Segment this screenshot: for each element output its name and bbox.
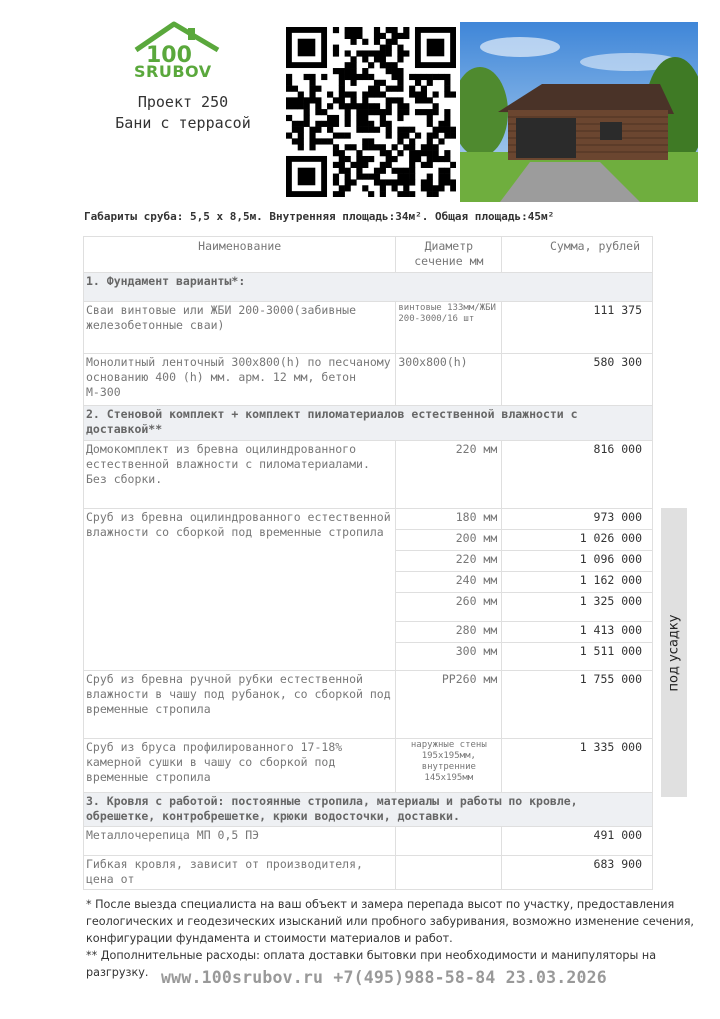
row-piles-sum: 111 375 — [502, 302, 653, 354]
table-row — [84, 302, 653, 354]
footnote-1: * После выезда специалиста на ваш объект и замера перепада высот по участку, предоставления геологических и геодезических изысканий или пробного забуривания, возможно изменение сечения, конфигурации фундамента и стоимости материалов и работ. — [86, 898, 694, 945]
table-row — [84, 354, 653, 406]
qr-code[interactable] — [286, 27, 456, 197]
log-variant-diameter: 200 мм — [396, 530, 502, 551]
section-row-walls — [84, 406, 653, 441]
project-title — [88, 92, 278, 134]
row-metal-diameter — [396, 827, 502, 856]
section-title-foundation: 1. Фундамент варианты*: — [84, 273, 653, 302]
row-beam-diameter: наружные стены 195x195мм, внутренние 145x195мм — [396, 739, 502, 793]
log-variant-sum: 1 413 000 — [502, 622, 653, 643]
row-piles-diameter: винтовые 133мм/ЖБИ 200-3000/16 шт — [396, 302, 502, 354]
table-row — [84, 827, 653, 856]
project-title-line1: Проект 250 — [137, 93, 229, 111]
section-row-roof — [84, 793, 653, 827]
col-header-diameter: Диаметр сечение мм — [396, 237, 502, 273]
footnote-2: ** Дополнительные расходы: оплата доставки бытовки при необходимости и манипуляторы на разгрузку. — [86, 949, 657, 979]
log-variant-sum: 1 162 000 — [502, 572, 653, 593]
table-row — [84, 509, 653, 530]
row-strip-sum: 580 300 — [502, 354, 653, 406]
row-kit-sum: 816 000 — [502, 441, 653, 509]
table-row — [84, 671, 653, 739]
row-metal-sum: 491 000 — [502, 827, 653, 856]
house-logo-icon — [128, 20, 224, 80]
project-title-line2: Бани с террасой — [115, 114, 251, 132]
side-tab-label: под усадку — [666, 614, 682, 691]
footer-contacts[interactable]: www.100srubov.ru +7(495)988-58-84 23.03.2026 — [161, 968, 607, 987]
row-hand-name: Сруб из бревна ручной рубки естественной влажности в чашу под рубанок, со сборкой под временные стропила — [84, 671, 396, 739]
row-strip-diameter: 300x800(h) — [396, 354, 502, 406]
row-hand-sum: 1 755 000 — [502, 671, 653, 739]
row-piles-name: Сваи винтовые или ЖБИ 200-3000(забивные железобетонные сваи) — [84, 302, 396, 354]
log-variant-diameter: 300 мм — [396, 643, 502, 671]
log-variant-sum: 1 096 000 — [502, 551, 653, 572]
row-log-name: Сруб из бревна оцилиндрованного естественной влажности со сборкой под временные стропила — [84, 509, 396, 671]
row-hand-diameter: PP260 мм — [396, 671, 502, 739]
col-header-name: Наименование — [84, 237, 396, 273]
section-row-foundation — [84, 273, 653, 302]
log-variant-diameter: 220 мм — [396, 551, 502, 572]
settlement-side-tab — [661, 508, 687, 797]
log-variant-sum: 973 000 — [502, 509, 653, 530]
row-soft-name: Гибкая кровля, зависит от производителя, цена от — [84, 856, 396, 890]
table-row — [84, 441, 653, 509]
log-variant-diameter: 280 мм — [396, 622, 502, 643]
row-strip-name: Монолитный ленточный 300x800(h) по песчаному основанию 400 (h) мм. арм. 12 мм, бетон М-300 — [84, 354, 396, 406]
log-variant-sum: 1 511 000 — [502, 643, 653, 671]
price-table — [83, 236, 653, 890]
house-photo — [460, 22, 698, 202]
log-variant-diameter: 240 мм — [396, 572, 502, 593]
row-kit-name: Домокомплект из бревна оцилиндрованного естественной влажности с пиломатериалами. Без сборки. — [84, 441, 396, 509]
row-metal-name: Металлочерепица МП 0,5 ПЭ — [84, 827, 396, 856]
log-variant-diameter: 260 мм — [396, 593, 502, 622]
table-row — [84, 739, 653, 793]
log-variant-sum: 1 026 000 — [502, 530, 653, 551]
logo-number: 100 — [146, 43, 192, 68]
section-title-roof: 3. Кровля с работой: постоянные стропила, материалы и работы по кровле, обрешетке, контробрешетке, крюки водосточки, доставки. — [84, 793, 653, 827]
log-variant-sum: 1 325 000 — [502, 593, 653, 622]
row-soft-sum: 683 900 — [502, 856, 653, 890]
log-variant-diameter: 180 мм — [396, 509, 502, 530]
company-logo — [128, 20, 224, 80]
table-header-row — [84, 237, 653, 273]
row-beam-name: Сруб из бруса профилированного 17-18% камерной сушки в чашу со сборкой под временные стропила — [84, 739, 396, 793]
dimensions-line: Габариты сруба: 5,5 x 8,5м. Внутренняя площадь:34м². Общая площадь:45м² — [84, 210, 555, 223]
row-beam-sum: 1 335 000 — [502, 739, 653, 793]
col-header-sum: Сумма, рублей — [502, 237, 653, 273]
table-row — [84, 856, 653, 890]
row-kit-diameter: 220 мм — [396, 441, 502, 509]
row-soft-diameter — [396, 856, 502, 890]
logo-word: SRUBOV — [134, 62, 212, 80]
section-title-walls: 2. Стеновой комплект + комплект пиломатериалов естественной влажности с доставкой** — [84, 406, 653, 441]
